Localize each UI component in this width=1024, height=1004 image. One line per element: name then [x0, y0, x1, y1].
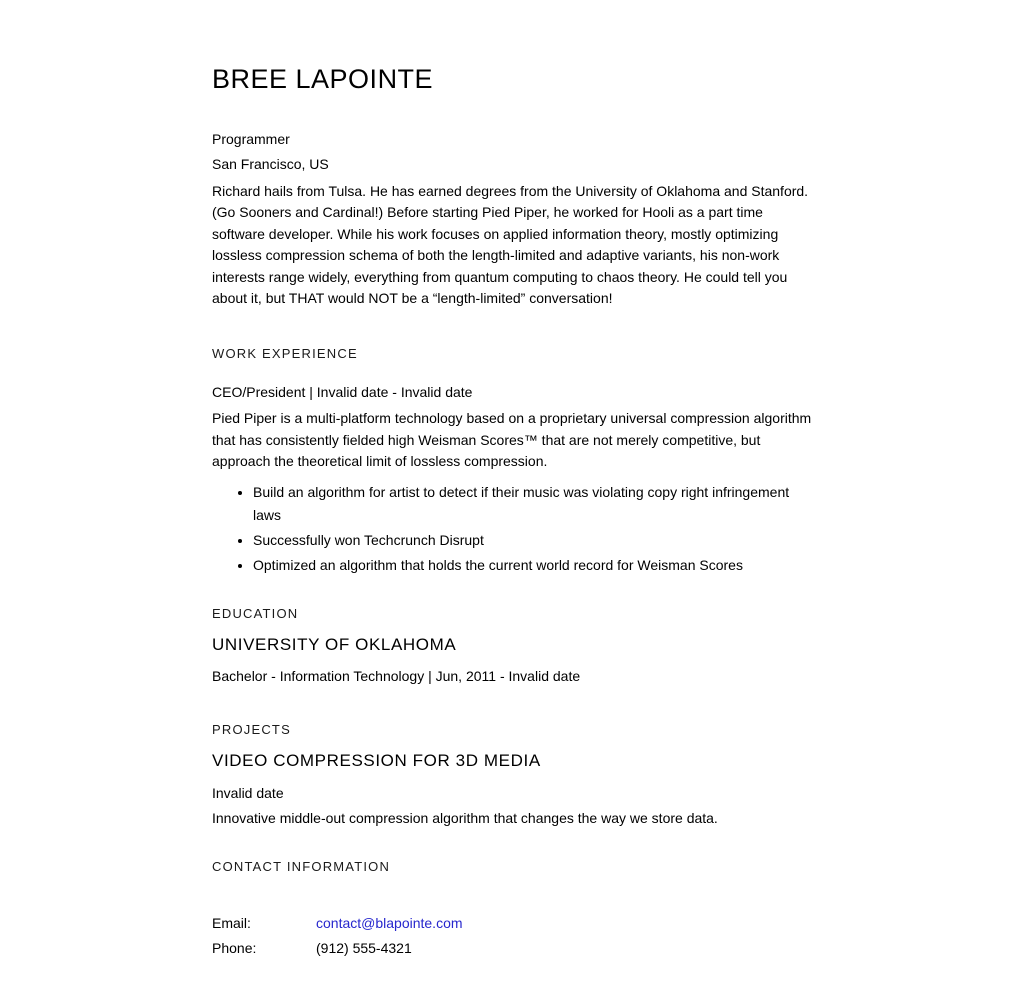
email-label: Email: — [212, 914, 251, 931]
section-education — [212, 606, 812, 687]
phone-label: Phone: — [212, 939, 257, 956]
job-highlight-item: • Successfully won Techcrunch Disrupt — [253, 529, 812, 552]
project-title: VIDEO COMPRESSION FOR 3D MEDIA — [212, 750, 541, 770]
candidate-summary: Richard hails from Tulsa. He has earned degrees from the University of Oklahoma and Stanford. (Go Sooners and Cardinal!) Before starting Pied Piper, he worked for Hooli as a part time software developer. While his work focuses on applied information theory, mostly optimizing lossless compression schema of both the length-limited and adaptive variants, his non-work interests range widely, everything from quantum computing to chaos theory. He could tell you about it, but THAT would NOT be a “length-limited” conversation! — [212, 183, 809, 307]
education-school-name: UNIVERSITY OF OKLAHOMA — [212, 634, 457, 654]
resume-page — [212, 0, 812, 961]
education-heading: EDUCATION — [212, 605, 299, 621]
job-highlights-list — [212, 481, 812, 577]
section-contact-information — [212, 859, 812, 961]
job-highlight-item: • Optimized an algorithm that holds the current world record for Weisman Scores — [253, 554, 812, 577]
job-description: Pied Piper is a multi-platform technology based on a proprietary universal compression algorithm that has consistently fielded high Weisman Scores™ that are not merely competitive, but approach the theoretical limit of lossless compression. — [212, 410, 812, 470]
candidate-location: San Francisco, US — [212, 156, 329, 172]
contact-row-email — [212, 911, 812, 936]
section-work-experience — [212, 346, 812, 576]
phone-value: (912) 555-4321 — [316, 939, 412, 956]
projects-heading: PROJECTS — [212, 721, 291, 737]
job-title-line: CEO/President | Invalid date - Invalid date — [212, 384, 473, 401]
email-link[interactable]: contact@blapointe.com — [316, 914, 463, 931]
project-description: Innovative middle-out compression algorithm that changes the way we store data. — [212, 809, 718, 826]
project-date: Invalid date — [212, 784, 284, 801]
job-highlight-item: • Build an algorithm for artist to detect if their music was violating copy right infringement laws — [253, 481, 812, 527]
education-degree-line: Bachelor - Information Technology | Jun, 2011 - Invalid date — [212, 667, 581, 684]
section-projects — [212, 722, 812, 829]
contact-row-phone — [212, 936, 812, 961]
work-experience-heading: WORK EXPERIENCE — [212, 346, 358, 362]
candidate-name: BREE LAPOINTE — [212, 64, 434, 94]
candidate-role: Programmer — [212, 131, 290, 147]
contact-information-heading: CONTACT INFORMATION — [212, 858, 391, 874]
contact-rows — [212, 911, 812, 961]
